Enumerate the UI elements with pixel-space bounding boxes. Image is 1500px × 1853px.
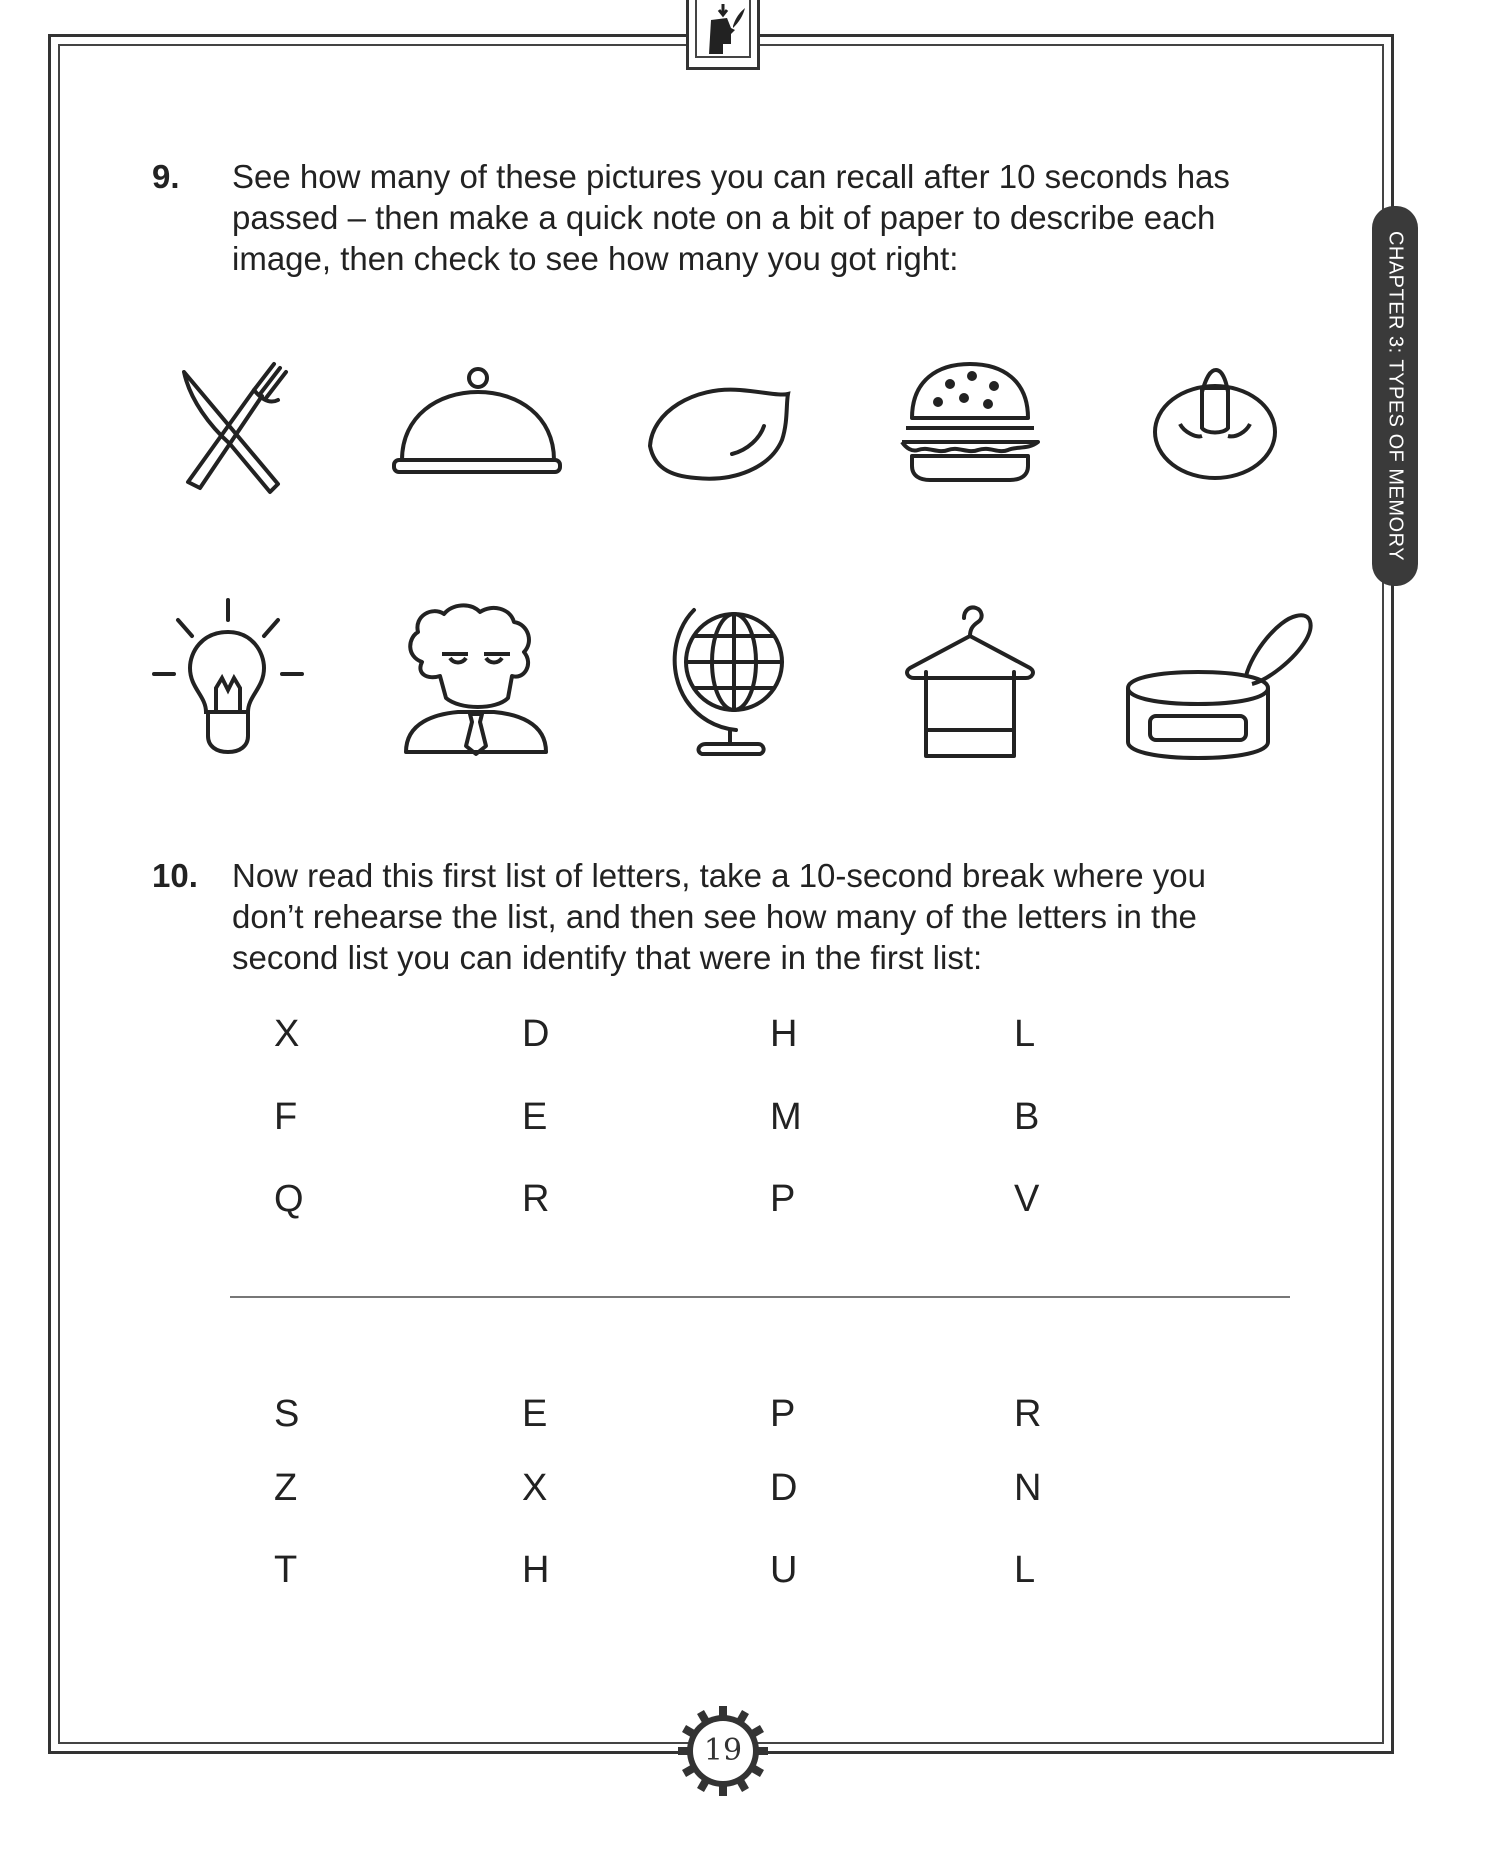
letter: R (1014, 1393, 1042, 1435)
cloche-icon (390, 366, 565, 478)
letter: X (522, 1467, 548, 1509)
burger-icon (898, 358, 1043, 486)
letter: B (1014, 1096, 1040, 1138)
letter: Z (274, 1467, 298, 1509)
letter: P (770, 1178, 796, 1220)
letter: U (770, 1549, 798, 1591)
letter: F (274, 1096, 298, 1138)
chapter-tab-label: CHAPTER 3: TYPES OF MEMORY (1384, 230, 1407, 562)
letter: L (1014, 1013, 1036, 1055)
letter: E (522, 1096, 548, 1138)
head-profile-icon (697, 0, 749, 56)
open-can-icon (1120, 612, 1320, 760)
letter: P (770, 1393, 796, 1435)
letter: R (522, 1178, 550, 1220)
list-divider (230, 1296, 1290, 1298)
towel-hanger-icon (900, 600, 1040, 760)
letter: N (1014, 1467, 1042, 1509)
question-number: 9. (152, 158, 180, 195)
letter: X (274, 1013, 300, 1055)
letter: M (770, 1096, 802, 1138)
knife-fork-icon (170, 360, 300, 500)
person-icon (400, 602, 550, 762)
letter: D (770, 1467, 798, 1509)
question-text: See how many of these pictures you can recall after 10 seconds has passed – then make a quick note on a bit of paper to describe each image, then check to see how many you got right: (232, 158, 1230, 277)
light-bulb-icon (150, 596, 304, 756)
letter: H (770, 1013, 798, 1055)
question-number: 10. (152, 857, 198, 894)
mushroom-icon (1150, 366, 1280, 484)
letter: L (1014, 1549, 1036, 1591)
page-number: 19 (703, 1733, 743, 1768)
letter: D (522, 1013, 550, 1055)
letter: E (522, 1393, 548, 1435)
letter: Q (274, 1178, 304, 1220)
top-emblem (686, 0, 760, 70)
lemon-icon (644, 382, 794, 484)
globe-icon (656, 592, 794, 762)
letter: H (522, 1549, 550, 1591)
letter: T (274, 1549, 298, 1591)
letter: V (1014, 1178, 1040, 1220)
letter: S (274, 1393, 300, 1435)
question-text: Now read this first list of letters, take a 10-second break where you don’t rehearse the list, and then see how many of the letters in the second list you can identify that were in the first list: (232, 857, 1206, 976)
